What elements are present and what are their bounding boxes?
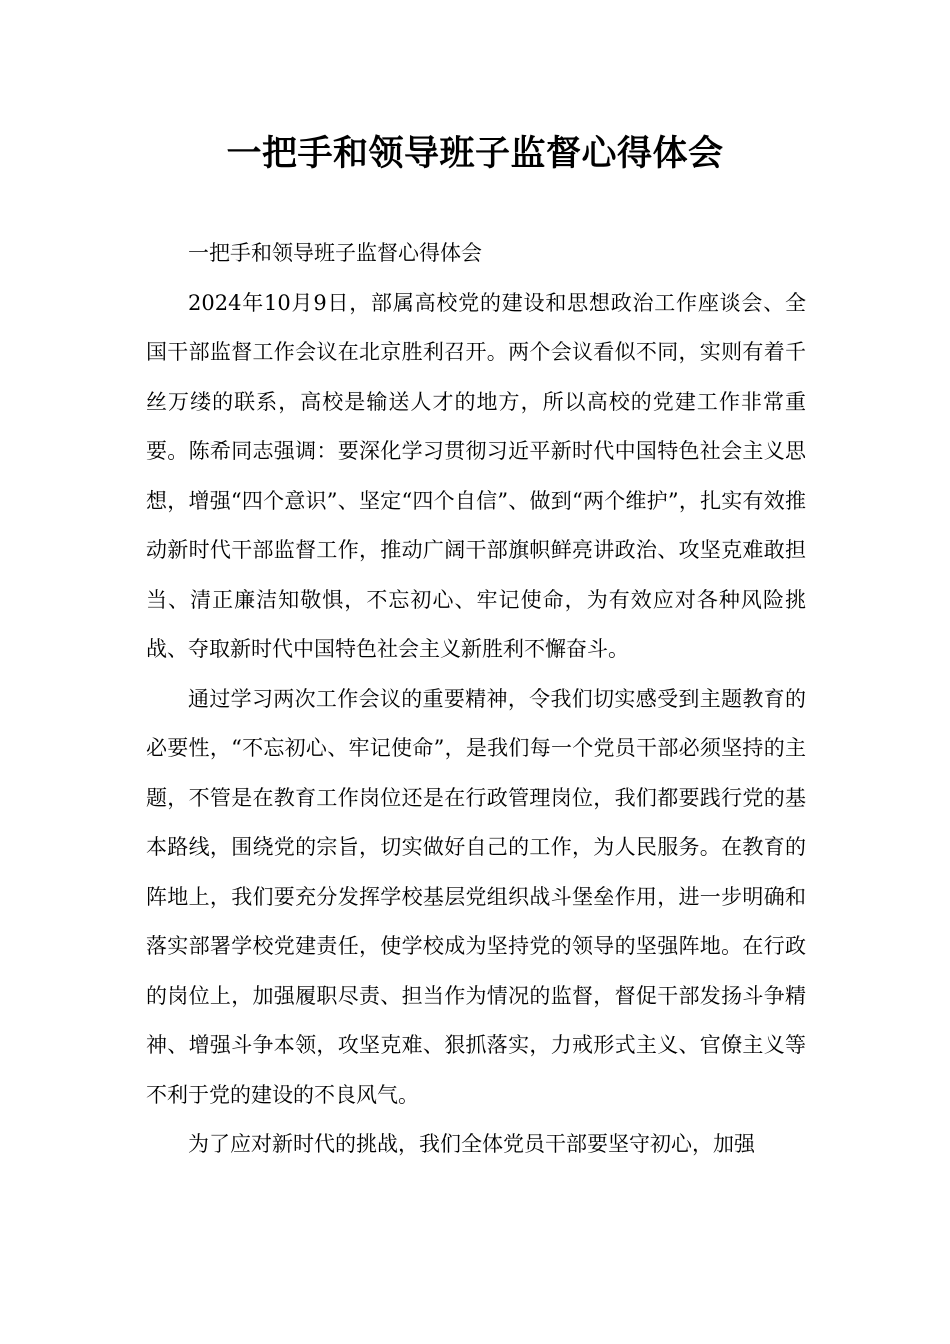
paragraph-2: 通过学习两次工作会议的重要精神，令我们切实感受到主题教育的必要性，“不忘初心、牢记使命”，是我们每一个党员干部必须坚持的主题，不管是在教育工作岗位还是在行政管理岗位，我们都要践行党的基本路线，围绕党的宗旨，切实做好自己的工作，为人民服务。在教育的阵地上，我们要充分发挥学校基层党组织战斗堡垒作用，进一步明确和落实部署学校党建责任，使学校成为坚持党的领导的坚强阵地。在行政的岗位上，加强履职尽责、担当作为情况的监督，督促干部发扬斗争精神、增强斗争本领，攻坚克难、狠抓落实，力戒形式主义、官僚主义等不利于党的建设的不良风气。 [146, 686, 806, 1107]
document-subtitle: 一把手和领导班子监督心得体会 [188, 241, 482, 265]
document-body [146, 229, 806, 1170]
paragraph-3: 为了应对新时代的挑战，我们全体党员干部要坚守初心，加强 [188, 1132, 755, 1156]
document-title: 一把手和领导班子监督心得体会 [226, 134, 724, 174]
paragraph-1: 2024年10月9日，部属高校党的建设和思想政治工作座谈会、全国干部监督工作会议在北京胜利召开。两个会议看似不同，实则有着千丝万缕的联系，高校是输送人才的地方，所以高校的党建工作非常重要。陈希同志强调：要深化学习贯彻习近平新时代中国特色社会主义思想，增强“四个意识”、坚定“四个自信”、做到“两个维护”，扎实有效推动新时代干部监督工作，推动广阔干部旗帜鲜亮讲政治、攻坚克难敢担当、清正廉洁知敬惧，不忘初心、牢记使命，为有效应对各种风险挑战、夺取新时代中国特色社会主义新胜利不懈奋斗。 [146, 290, 806, 661]
